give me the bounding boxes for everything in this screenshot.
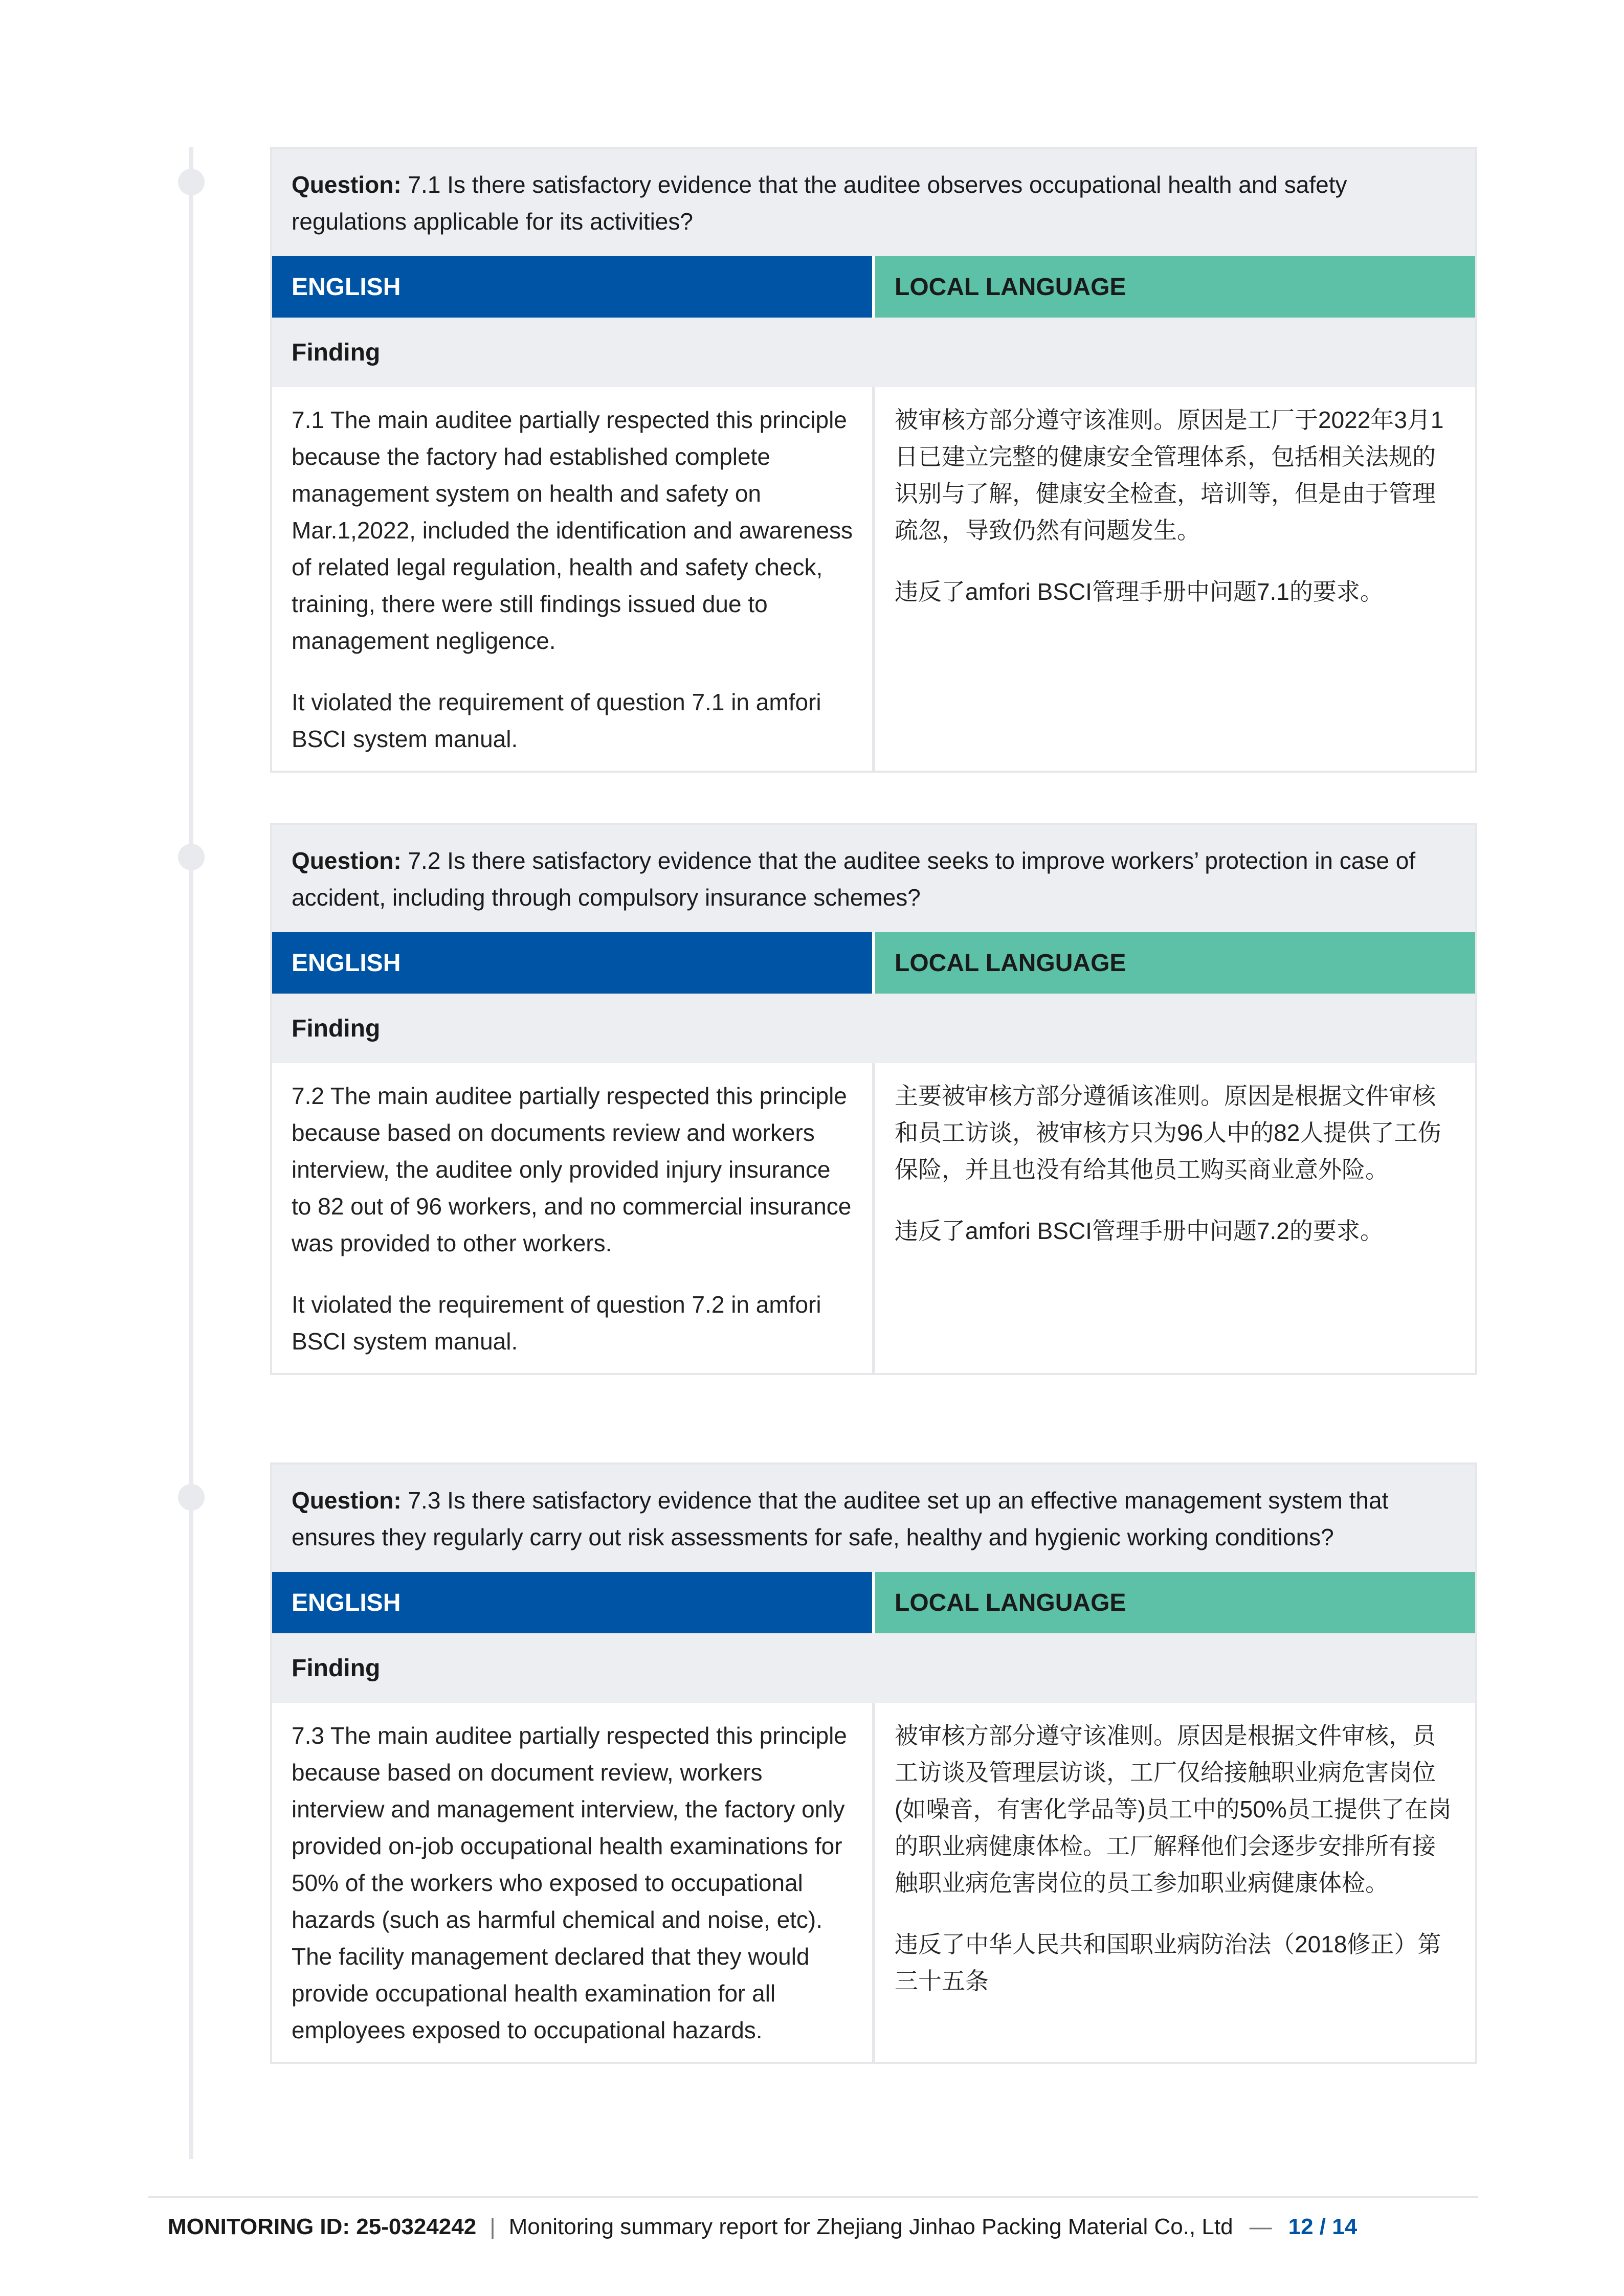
question-label: Question:: [292, 1487, 402, 1514]
question-header: [272, 825, 1475, 932]
english-finding-cell: [272, 1063, 872, 1373]
footer-separator: |: [490, 2214, 496, 2239]
local-language-header: LOCAL LANGUAGE: [872, 932, 1475, 994]
footer-dash: —: [1249, 2214, 1272, 2239]
language-header-row: [272, 932, 1475, 994]
local-finding-cell: [872, 1063, 1475, 1373]
local-finding-text: 被审核方部分遵守该准则。原因是根据文件审核，员工访谈及管理层访谈，工厂仅给接触职业病危害岗位(如噪音，有害化学品等)员工中的50%员工提供了在岗的职业病健康体检。工厂解释他们会逐步安排所有接触职业病危害岗位的员工参加职业病健康体检。: [895, 1722, 1452, 1896]
local-violation-text: 违反了amfori BSCI管理手册中问题7.1的要求。: [895, 578, 1384, 605]
timeline-line: [189, 147, 193, 2159]
english-finding-cell: [272, 1703, 872, 2062]
english-header: ENGLISH: [272, 256, 872, 318]
question-label: Question:: [292, 847, 402, 874]
question-header: [272, 1465, 1475, 1572]
local-violation-text: 违反了amfori BSCI管理手册中问题7.2的要求。: [895, 1218, 1384, 1244]
question-card-7-2: [270, 823, 1477, 1375]
question-card-7-3: [270, 1462, 1477, 2064]
local-language-header: LOCAL LANGUAGE: [872, 256, 1475, 318]
question-text: 7.2 Is there satisfactory evidence that the auditee seeks to improve workers’ protection in case of accident, including through compulsory insurance schemes?: [292, 847, 1416, 911]
local-finding-cell: [872, 387, 1475, 771]
monitoring-id: MONITORING ID: 25-0324242: [168, 2214, 477, 2239]
english-violation-text: It violated the requirement of question 7.1 in amfori BSCI system manual.: [292, 689, 828, 752]
local-violation-text: 违反了中华人民共和国职业病防治法（2018修正）第三十五条: [895, 1931, 1441, 1994]
timeline-dot: [178, 169, 205, 195]
language-header-row: [272, 256, 1475, 318]
question-text: 7.3 Is there satisfactory evidence that the auditee set up an effective management system that ensures they regularly carry out risk assessments for safe, healthy and hygienic working conditions?: [292, 1487, 1389, 1550]
local-language-header: LOCAL LANGUAGE: [872, 1572, 1475, 1633]
page-footer: [168, 2209, 1478, 2245]
footer-divider: [148, 2196, 1478, 2198]
finding-label: Finding: [272, 1633, 1475, 1703]
local-finding-text: 被审核方部分遵守该准则。原因是工厂于2022年3月1日已建立完整的健康安全管理体系，包括相关法规的识别与了解，健康安全检查，培训等，但是由于管理疏忽，导致仍然有问题发生。: [895, 407, 1444, 544]
page-number: 12 / 14: [1288, 2214, 1358, 2239]
language-header-row: [272, 1572, 1475, 1633]
timeline-dot: [178, 844, 205, 870]
local-finding-cell: [872, 1703, 1475, 2062]
local-finding-text: 主要被审核方部分遵循该准则。原因是根据文件审核和员工访谈，被审核方只为96人中的82人提供了工伤保险，并且也没有给其他员工购买商业意外险。: [895, 1083, 1441, 1183]
finding-content-row: [272, 387, 1475, 771]
question-text: 7.1 Is there satisfactory evidence that the auditee observes occupational health and safety regulations applicable for its activities?: [292, 171, 1347, 235]
report-title: Monitoring summary report for Zhejiang Jinhao Packing Material Co., Ltd: [508, 2214, 1233, 2239]
question-card-7-1: [270, 147, 1477, 773]
finding-label: Finding: [272, 994, 1475, 1063]
finding-content-row: [272, 1703, 1475, 2062]
english-finding-text: 7.2 The main auditee partially respected this principle because based on documents review and workers interview, the auditee only provided injury insurance to 82 out of 96 workers, and no commercial insurance was provided to other workers.: [292, 1083, 858, 1256]
question-header: [272, 149, 1475, 256]
english-header: ENGLISH: [272, 1572, 872, 1633]
english-header: ENGLISH: [272, 932, 872, 994]
finding-content-row: [272, 1063, 1475, 1373]
timeline-dot: [178, 1484, 205, 1511]
finding-label: Finding: [272, 318, 1475, 387]
english-violation-text: It violated the requirement of question 7.2 in amfori BSCI system manual.: [292, 1291, 828, 1355]
english-finding-cell: [272, 387, 872, 771]
english-finding-text: 7.3 The main auditee partially respected this principle because based on document review, workers interview and management interview, the factory only provided on-job occupational health examinations for 50% of the workers who exposed to occupational hazards (such as harmful chemical and noise, etc). The facility management declared that they would provide occupational health examination for all employees exposed to occupational hazards.: [292, 1722, 854, 2043]
english-finding-text: 7.1 The main auditee partially respected this principle because the factory had established complete management system on health and safety on Mar.1,2022, included the identification and awareness of related legal regulation, health and safety check, training, there were still findings issued due to management negligence.: [292, 407, 859, 654]
question-label: Question:: [292, 171, 402, 198]
